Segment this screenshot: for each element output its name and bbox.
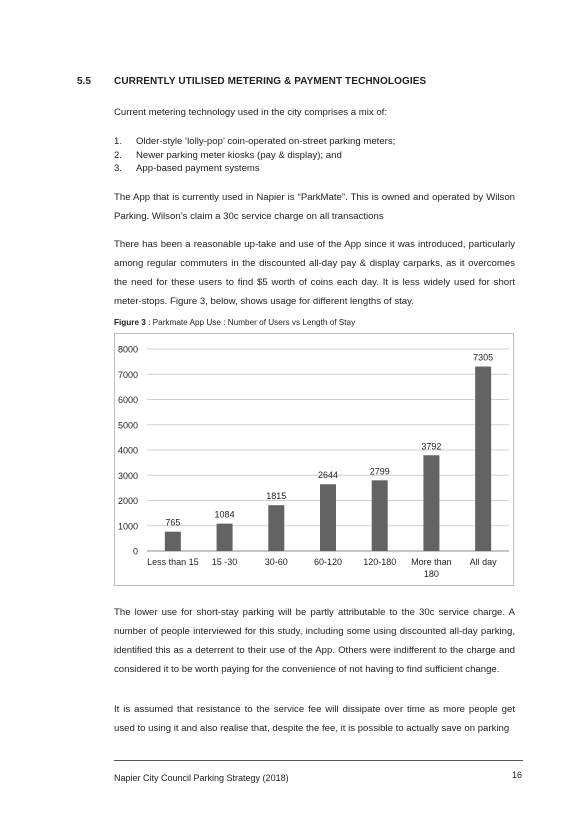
footer-divider — [114, 760, 523, 761]
x-tick-label: 120-180 — [363, 557, 397, 567]
list-item — [114, 149, 515, 163]
list-item-number: 3. — [114, 163, 123, 174]
section-number: 5.5 — [77, 76, 91, 87]
page-number: 16 — [512, 770, 523, 780]
x-tick-label: 180 — [423, 569, 439, 579]
x-tick-label: 60-120 — [313, 557, 343, 567]
bar — [320, 484, 336, 551]
bar — [165, 532, 181, 551]
list-item-text: Newer parking meter kiosks (pay & display); and — [136, 149, 342, 161]
x-tick-label: 30-60 — [264, 557, 288, 567]
figure-caption — [114, 318, 355, 327]
y-tick-label: 5000 — [117, 420, 138, 431]
section-title: CURRENTLY UTILISED METERING & PAYMENT TECHNOLOGIES — [114, 76, 427, 87]
y-tick-label: 2000 — [117, 496, 138, 506]
uptake-paragraph: There has been a reasonable up-take and use of the App since it was introduced, particularly among regular commuters in the discounted all-day pay & display carparks, as it overcomes the need for these users to find $5 worth of coins each day. It is less widely used for short meter-stops. Figure 3, below, shows usage for different lengths of stay. — [114, 239, 515, 307]
bar — [268, 505, 284, 551]
service-fee-paragraph: It is assumed that resistance to the service fee will dissipate over time as more people get used to using it and also realise that, despite the fee, it is possible to actually save on parking — [114, 704, 515, 734]
y-tick-label: 3000 — [117, 470, 138, 481]
list-item — [114, 162, 515, 176]
data-label: 2799 — [369, 466, 390, 477]
y-tick-label: 4000 — [117, 445, 138, 456]
chart-canvas — [115, 334, 513, 585]
figure-caption-text: : Parkmate App Use : Number of Users vs Length of Stay — [145, 318, 356, 327]
lower-use-paragraph: The lower use for short-stay parking will be partly attributable to the 30c service charge. A number of people interviewed for this study, including some using discounted all-day parking, identified this as a deterrent to their use of the App. Others were indifferent to the charge and considered it to be worth paying for the convenience of not having to find sufficient change. — [114, 607, 515, 675]
data-label: 2644 — [317, 470, 339, 481]
parkmate-paragraph: The App that is currently used in Napier is “ParkMate”. This is owned and operated by Wilson Parking. Wilson’s claim a 30c service charge on all transactions — [114, 192, 515, 222]
x-tick-label: 15 -30 — [211, 557, 238, 567]
x-tick-label: More than — [411, 557, 452, 567]
footer-title: Napier City Council Parking Strategy (2018) — [114, 773, 289, 783]
bar — [372, 480, 388, 551]
data-label: 765 — [165, 517, 181, 528]
bar — [423, 455, 439, 551]
list-item-number: 1. — [114, 136, 123, 147]
figure-label: Figure 3 — [114, 318, 146, 327]
x-tick-label: Less than 15 — [147, 557, 199, 567]
data-label: 1084 — [214, 509, 235, 520]
intro-paragraph: Current metering technology used in the city comprises a mix of: — [114, 107, 388, 118]
y-tick-label: 8000 — [117, 344, 138, 355]
bar-chart — [114, 333, 514, 586]
y-tick-label: 0 — [132, 546, 138, 557]
list-item-text: App-based payment systems — [136, 163, 260, 174]
data-label: 7305 — [473, 352, 494, 363]
bar — [475, 367, 491, 551]
list-item-text: Older-style ‘lolly-pop’ coin-operated on-street parking meters; — [136, 136, 396, 147]
technology-list — [114, 135, 515, 176]
y-tick-label: 7000 — [117, 369, 138, 380]
list-item-number: 2. — [114, 149, 123, 161]
list-item — [114, 135, 515, 149]
x-tick-label: All day — [469, 557, 497, 567]
data-label: 3792 — [421, 441, 442, 452]
bar — [217, 524, 233, 551]
y-tick-label: 1000 — [117, 521, 138, 532]
y-tick-label: 6000 — [117, 395, 138, 405]
data-label: 1815 — [266, 491, 287, 502]
